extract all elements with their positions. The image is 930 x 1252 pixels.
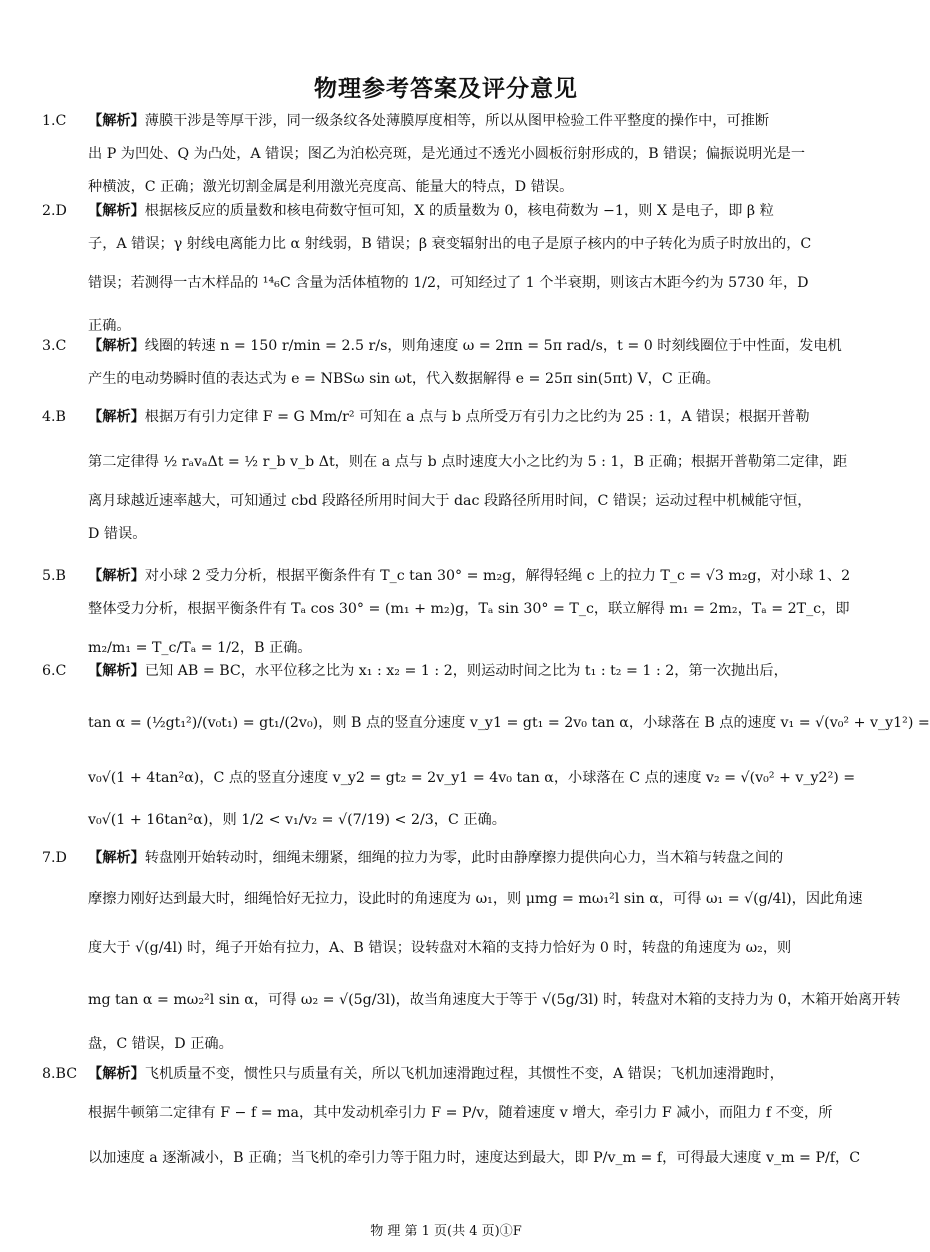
page-footer: 物 理 第 1 页(共 4 页)①F — [370, 1224, 522, 1239]
answer-number: 8.BC — [42, 1066, 78, 1082]
answer-number: 1.C — [42, 113, 67, 129]
answer-text: 线圈的转速 n = 150 r/min = 2.5 r/s，则角速度 ω = 2πn = 5π rad/s，t = 0 时刻线圈位于中性面，发电机 — [144, 338, 842, 354]
answer-line: 正确。 — [88, 318, 131, 334]
answer-number: 5.B — [42, 568, 66, 584]
answer-line: 种横波，C 正确；激光切割金属是利用激光亮度高、能量大的特点，D 错误。 — [88, 179, 574, 195]
answer-item-4 — [42, 395, 848, 551]
answer-line — [42, 330, 842, 363]
answer-line: 第二定律得 ½ rₐvₐΔt = ½ r_b v_b Δt，则在 a 点与 b 点时速度大小之比约为 5 : 1，B 正确；根据开普勒第二定律，距 — [88, 454, 848, 470]
page-title: 物理参考答案及评分意见 — [314, 76, 578, 102]
answer-line: v₀√(1 + 4tan²α)，C 点的竖直分速度 v_y2 = gt₂ = 2v_y1 = 4v₀ tan α，小球落在 C 点的速度 v₂ = √(v₀² + v_y2²) = — [88, 770, 856, 786]
answer-line — [42, 395, 822, 440]
answer-item-2 — [42, 195, 822, 346]
answer-line: 摩擦力刚好达到最大时，细绳恰好无拉力，设此时的角速度为 ω₁，则 μmg = mω₁²l sin α，可得 ω₁ = √(g/4l)，因此角速 — [88, 891, 863, 907]
answer-line: 错误；若测得一古木样品的 ¹⁴₆C 含量为活体植物的 1/2，可知经过了 1 个半衰期，则该古木距今约为 5730 年，D — [88, 275, 809, 291]
answer-item-7 — [42, 842, 901, 1061]
answer-item-1 — [42, 105, 822, 204]
answer-line — [42, 1058, 822, 1091]
analysis-tag: 【解析】 — [88, 409, 145, 425]
answer-text: 已知 AB = BC，水平位移之比为 x₁ : x₂ = 1 : 2，则运动时间之比为 t₁ : t₂ = 1 : 2，第一次抛出后， — [144, 663, 788, 679]
answer-line: 产生的电动势瞬时值的表达式为 e = NBSω sin ωt，代入数据解得 e = 25π sin(5πt) V，C 正确。 — [88, 371, 720, 387]
analysis-tag: 【解析】 — [88, 850, 145, 866]
answer-line — [42, 842, 822, 875]
answer-number: 3.C — [42, 338, 67, 354]
answer-line: 以加速度 a 逐渐减小，B 正确；当飞机的牵引力等于阻力时，速度达到最大，即 P/v_m = f，可得最大速度 v_m = P/f，C — [88, 1150, 861, 1166]
analysis-tag: 【解析】 — [88, 568, 145, 584]
answer-line: 盘，C 错误，D 正确。 — [88, 1036, 233, 1052]
answer-number: 7.D — [42, 850, 67, 866]
answer-line: 度大于 √(g/4l) 时，绳子开始有拉力，A、B 错误；设转盘对木箱的支持力恰好为 0 时，转盘的角速度为 ω₂，则 — [88, 940, 792, 956]
answer-text: 飞机质量不变，惯性只与质量有关，所以飞机加速滑跑过程，其惯性不变，A 错误；飞机加速滑跑时， — [144, 1066, 784, 1082]
answer-line — [42, 195, 822, 228]
answer-line: D 错误。 — [88, 526, 147, 542]
analysis-tag: 【解析】 — [88, 1066, 145, 1082]
answer-item-6 — [42, 655, 930, 843]
answer-number: 2.D — [42, 203, 67, 219]
answer-line: mg tan α = mω₂²l sin α，可得 ω₂ = √(5g/3l)，故当角速度大于等于 √(5g/3l) 时，转盘对木箱的支持力为 0，木箱开始离开转 — [88, 992, 901, 1008]
answer-text: 根据万有引力定律 F = G Mm/r² 可知在 a 点与 b 点所受万有引力之比约为 25 : 1，A 错误；根据开普勒 — [144, 409, 810, 425]
answer-item-8 — [42, 1058, 861, 1181]
answer-line: 离月球越近速率越大，可知通过 cbd 段路径所用时间大于 dac 段路径所用时间，C 错误；运动过程中机械能守恒， — [88, 493, 812, 509]
answer-line: m₂/m₁ = T_c/Tₐ = 1/2，B 正确。 — [88, 640, 312, 656]
answer-number: 6.C — [42, 663, 67, 679]
analysis-tag: 【解析】 — [88, 663, 145, 679]
answer-line: 子，A 错误；γ 射线电离能力比 α 射线弱，B 错误；β 衰变辐射出的电子是原子核内的中子转化为质子时放出的，C — [88, 236, 812, 252]
answer-line: 出 P 为凹处、Q 为凸处，A 错误；图乙为泊松亮斑，是光通过不透光小圆板衍射形成的，B 错误；偏振说明光是一 — [88, 146, 806, 162]
answer-number: 4.B — [42, 409, 66, 425]
answer-line — [42, 105, 822, 138]
answer-text: 根据核反应的质量数和核电荷数守恒可知，X 的质量数为 0，核电荷数为 −1，则 X 是电子，即 β 粒 — [144, 203, 774, 219]
analysis-tag: 【解析】 — [88, 338, 145, 354]
answer-line: v₀√(1 + 16tan²α)，则 1/2 < v₁/v₂ = √(7/19) < 2/3，C 正确。 — [88, 812, 506, 828]
analysis-tag: 【解析】 — [88, 113, 145, 129]
answer-line: 整体受力分析，根据平衡条件有 Tₐ cos 30° = (m₁ + m₂)g，Tₐ sin 30° = T_c，联立解得 m₁ = 2m₂，Tₐ = 2T_c，即 — [88, 601, 850, 617]
answer-item-3 — [42, 330, 842, 396]
answer-line — [42, 560, 851, 593]
answer-text: 薄膜干涉是等厚干涉，同一级条纹各处薄膜厚度相等，所以从图甲检验工件平整度的操作中，可推断 — [144, 113, 770, 129]
answer-line — [42, 655, 822, 688]
analysis-tag: 【解析】 — [88, 203, 145, 219]
answer-line: 根据牛顿第二定律有 F − f = ma，其中发动机牵引力 F = P/v，随着速度 v 增大，牵引力 F 减小，而阻力 f 不变，所 — [88, 1105, 833, 1121]
answer-text: 转盘刚开始转动时，细绳未绷紧，细绳的拉力为零，此时由静摩擦力提供向心力，当木箱与转盘之间的 — [144, 850, 784, 866]
answer-text: 对小球 2 受力分析，根据平衡条件有 T_c tan 30° = m₂g，解得轻绳 c 上的拉力 T_c = √3 m₂g，对小球 1、2 — [144, 568, 851, 584]
answer-line: tan α = (½gt₁²)/(v₀t₁) = gt₁/(2v₀)，则 B 点的竖直分速度 v_y1 = gt₁ = 2v₀ tan α，小球落在 B 点的速度 v₁ = √(v₀² + v_y1²) = — [88, 715, 930, 731]
